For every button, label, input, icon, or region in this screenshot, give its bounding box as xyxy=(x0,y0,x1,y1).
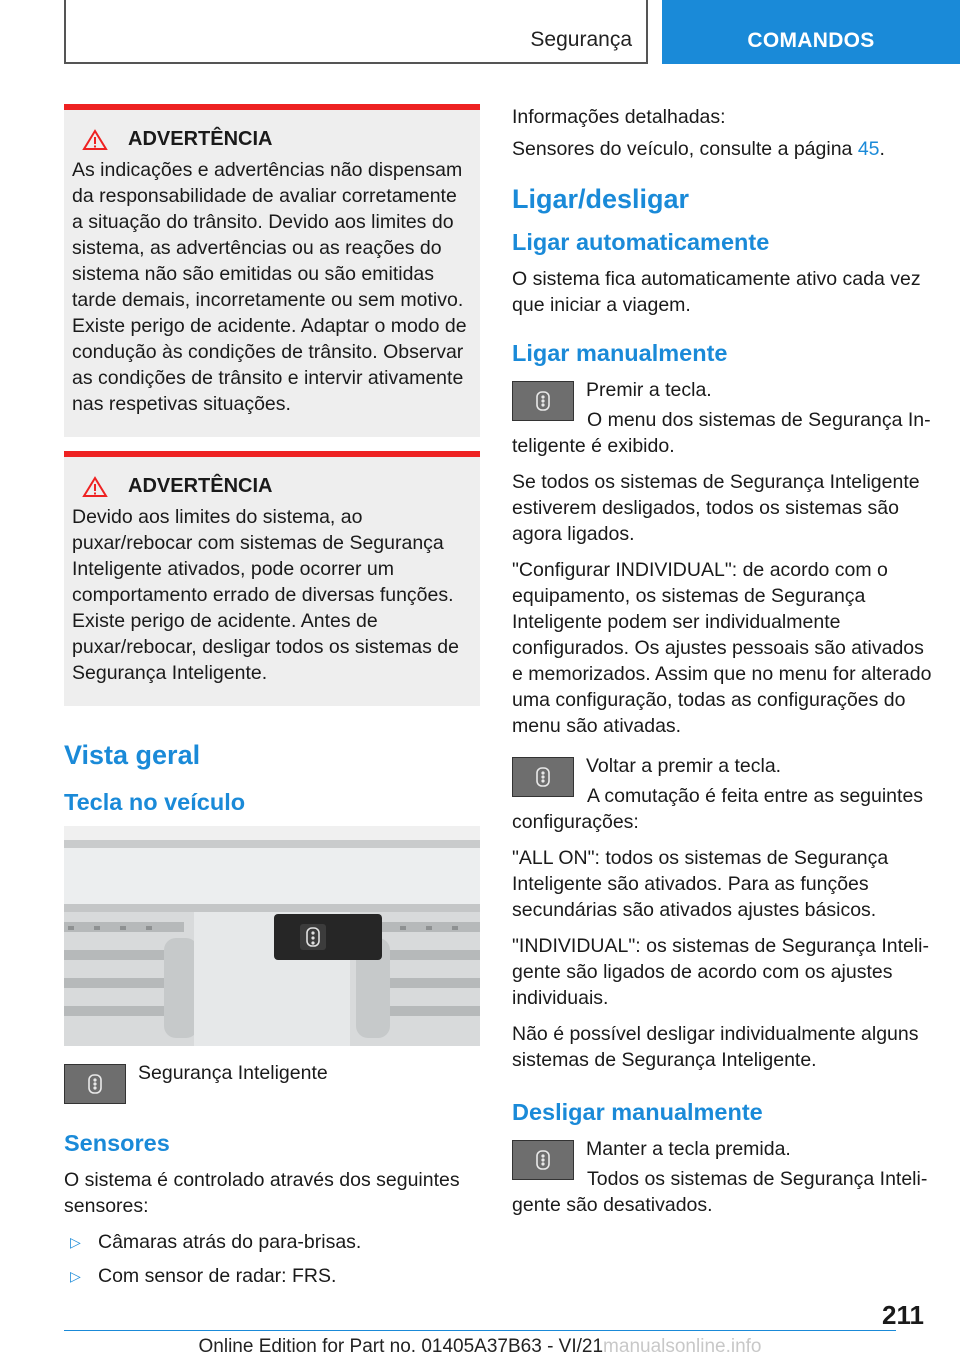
intelligent-safety-icon xyxy=(534,1149,552,1171)
step-text: Premir a tecla. xyxy=(586,379,712,401)
left-column xyxy=(64,104,480,1297)
header-section-title: Segurança xyxy=(530,28,632,51)
step-result: A comutação é feita entre as seguintes configurações: xyxy=(512,785,924,833)
step-text: Manter a tecla premida. xyxy=(586,1138,791,1160)
paragraph: "Configurar INDIVIDUAL": de acordo com o equipamento, os sistemas de Segurança Inteligente podem ser individualmente configurados. Os ajustes pessoais são ativados e memorizados. Assim que no menu for alterado uma configuração, todas as configurações do menu são ativadas. xyxy=(512,559,932,737)
bullet-triangle-icon: ▷ xyxy=(70,1268,81,1284)
page-link[interactable]: 45 xyxy=(857,138,880,160)
paragraph: "ALL ON": todos os sistemas de Segurança Inteligente são ativados. Para as funções secundárias são ativados ajustes básicos. xyxy=(512,847,889,921)
dashboard-photo xyxy=(64,826,480,1046)
intelligent-safety-button[interactable] xyxy=(512,757,574,797)
step-text: Voltar a premir a tecla. xyxy=(586,755,782,777)
warning-title: ADVERTÊNCIA xyxy=(128,475,273,497)
header-section-box xyxy=(64,0,648,64)
step-result: Todos os sistemas de Segurança Inteligente são desativados. xyxy=(512,1168,928,1216)
intelligent-safety-button[interactable] xyxy=(64,1064,126,1104)
list-item: ▷ Câmaras atrás do para-brisas. xyxy=(64,1229,480,1255)
step-result: O menu dos sistemas de Segurança Inteligente é exibido. xyxy=(512,409,931,457)
detail-reference: Sensores do veículo, consulte a página 45. xyxy=(512,138,885,160)
warning-triangle-icon xyxy=(82,129,108,151)
auto-text: O sistema fica automaticamente ativo cada vez que iniciar a viagem. xyxy=(512,268,921,316)
intelligent-safety-button[interactable] xyxy=(512,381,574,421)
warning-text: Devido aos limites do sistema, ao puxar/rebocar com sistemas de Segurança Inteligente ativados, pode ocorrer um comportamento errado de diversas funções. Existe perigo de acidente. Antes de puxar/rebocar, desligar todos os sistemas de Segurança Inteligente. xyxy=(72,506,459,684)
warning-title: ADVERTÊNCIA xyxy=(128,128,273,150)
footer-divider xyxy=(64,1330,896,1331)
sensors-intro: O sistema é controlado através dos seguintes sensores: xyxy=(64,1169,460,1217)
detail-label: Informações detalhadas: xyxy=(512,106,726,128)
warning-triangle-icon xyxy=(82,476,108,498)
warning-text: As indicações e advertências não dispensam da responsabilidade de avaliar corretamente a situação do trânsito. Devido aos limites do sistema, as advertências ou as reações do sistema não são emitidas ou são emitidas tarde demais, incorretamente ou sem motivo. Existe perigo de acidente. Adaptar o modo de condução às condições de trânsito. Observar as condições de trânsito e intervir ativamente nas respetivas situações. xyxy=(72,159,467,415)
heading-sensors: Sensores xyxy=(64,1130,170,1156)
list-item: ▷ Com sensor de radar: FRS. xyxy=(64,1263,480,1289)
bullet-triangle-icon: ▷ xyxy=(70,1234,81,1250)
heading-on-off: Ligar/desligar xyxy=(512,184,690,214)
warning-box xyxy=(64,104,480,437)
intelligent-safety-button[interactable] xyxy=(512,1140,574,1180)
heading-manual-on: Ligar manualmente xyxy=(512,340,728,366)
paragraph: Não é possível desligar individualmente alguns sistemas de Segurança Inteligente. xyxy=(512,1023,919,1071)
footer-brand[interactable]: manualsonline.info xyxy=(603,1336,762,1357)
header-chapter-tab[interactable]: COMANDOS xyxy=(662,0,960,64)
right-column xyxy=(512,104,932,1228)
intelligent-safety-icon xyxy=(86,1073,104,1095)
heading-auto-on: Ligar automaticamente xyxy=(512,229,770,255)
heading-button-in-vehicle: Tecla no veículo xyxy=(64,789,246,815)
warning-box xyxy=(64,451,480,706)
button-caption: Segurança Inteligente xyxy=(138,1062,328,1084)
paragraph: Se todos os sistemas de Segurança Inteligente estiverem desligados, todos os sistemas são agora ligados. xyxy=(512,471,920,545)
heading-overview: Vista geral xyxy=(64,740,201,770)
dashboard-illustration xyxy=(64,826,480,1046)
heading-manual-off: Desligar manualmente xyxy=(512,1099,763,1125)
page-number: 211 xyxy=(882,1300,924,1330)
paragraph: "INDIVIDUAL": os sistemas de Segurança Inteligente são ligados de acordo com os ajustes individuais. xyxy=(512,935,930,1009)
footer-edition: Online Edition for Part no. 01405A37B63 - VI/21manualsonline.info xyxy=(198,1336,762,1357)
intelligent-safety-icon xyxy=(534,766,552,788)
intelligent-safety-icon xyxy=(534,390,552,412)
button-caption-row xyxy=(64,1064,480,1104)
